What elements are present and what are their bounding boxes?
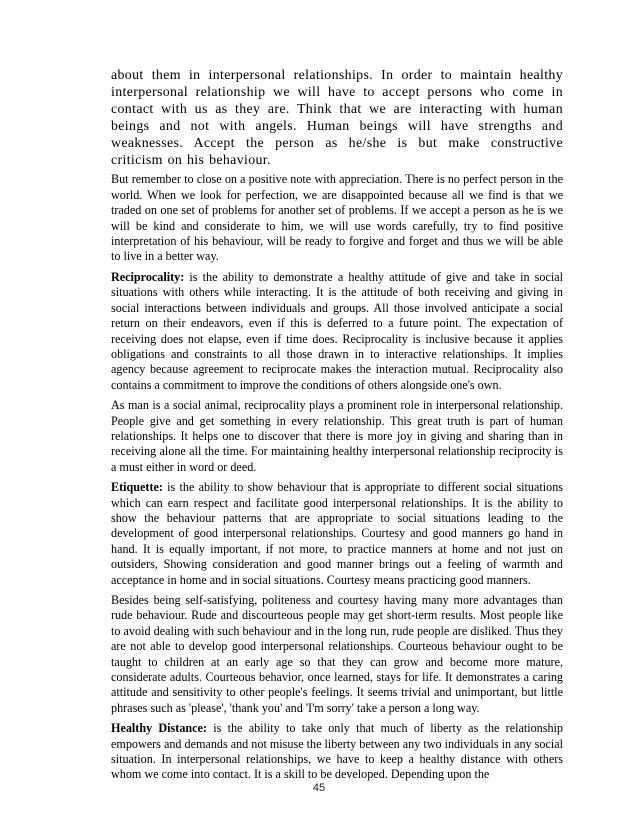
page-number: 45 xyxy=(312,782,326,794)
etiquette-term: Etiquette: xyxy=(111,480,163,495)
healthy-distance-term: Healthy Distance: xyxy=(111,721,207,736)
positive-note-paragraph: But remember to close on a positive note with appreciation. There is no perfect person in the world. When we look for perfection, we are disappointed because all we find is that we traded on one set of problems for another set of problems. If we accept a person as he is we will be kind and considerate to him, we will use words carefully, try to find positive interpretation of his behaviour, will be ready to forgive and forget and thus we will be able to live in a better way. xyxy=(111,172,563,264)
reciprocality-text: is the ability to demonstrate a healthy attitude of give and take in social situations with others while interacting. It is the attitude of both receiving and giving in social interactions between individuals and groups. All those involved anticipate a social return on their endeavors, even if this is deferred to a future point. The expectation of receiving does not elapse, even if time does. Reciprocality is inclusive because it applies obligations and constraints to all those drawn in to interactive relationships. It implies agency because agreement to reciprocate makes the interaction mutual. Reciprocality also contains a commitment to improve the conditions of others alongside one's own. xyxy=(111,269,563,392)
reciprocality-paragraph xyxy=(111,270,563,393)
politeness-paragraph: Besides being self-satisfying, politeness and courtesy having many more advantages than rude behaviour. Rude and discourteous people may get short-term results. Most people like to avoid dealing with such behaviour and in the long run, rude people are disliked. Thus they are not able to develop good interpersonal relationships. Courteous behaviour ought to be taught to children at an early age so that they can grow and become more mature, considerate adults. Courteous behavior, once learned, stays for life. It demonstrates a caring attitude and sensitivity to other people's feelings. It seems trivial and unimportant, but little phrases such as 'please', 'thank you' and 'I'm sorry' take a person a long way. xyxy=(111,593,563,715)
etiquette-paragraph xyxy=(111,480,563,588)
social-animal-paragraph: As man is a social animal, reciprocality plays a prominent role in interpersonal relationship. People give and get something in every relationship. This great truth is part of human relationships. It helps one to discover that there is more joy in giving and sharing than in receiving alone all the time. For maintaining healthy interpersonal relationship reciprocity is a must either in word or deed. xyxy=(111,398,563,474)
etiquette-text: is the ability to show behaviour that is appropriate to different social situations which can earn respect and facilitate good interpersonal relationships. It is the ability to show the behaviour patterns that are appropriate to social situations leading to the development of good interpersonal relationships. Courtesy and good manners go hand in hand. It is equally important, if not more, to practice manners at home and not just on outsiders, Showing consideration and good manner brings out a feeling of warmth and acceptance in home and in social situations. Courtesy means practicing good manners. xyxy=(111,480,563,587)
healthy-distance-paragraph xyxy=(111,721,563,783)
lead-paragraph: about them in interpersonal relationships. In order to maintain healthy interpersonal relationship we will have to accept persons who come in contact with us as they are. Think that we are interacting with human beings and not with angels. Human beings will have strengths and weaknesses. Accept the person as he/she is but make constructive criticism on his behaviour. xyxy=(111,68,563,168)
page-content xyxy=(111,68,563,788)
healthy-distance-text: is the ability to take only that much of liberty as the relationship empowers and demands and not misuse the liberty between any two individuals in any social situation. In interpersonal relationships, we have to keep a healthy distance with others whom we come into contact. It is a skill to be developed. Depending upon the xyxy=(111,721,563,782)
reciprocality-term: Reciprocality: xyxy=(111,269,185,284)
